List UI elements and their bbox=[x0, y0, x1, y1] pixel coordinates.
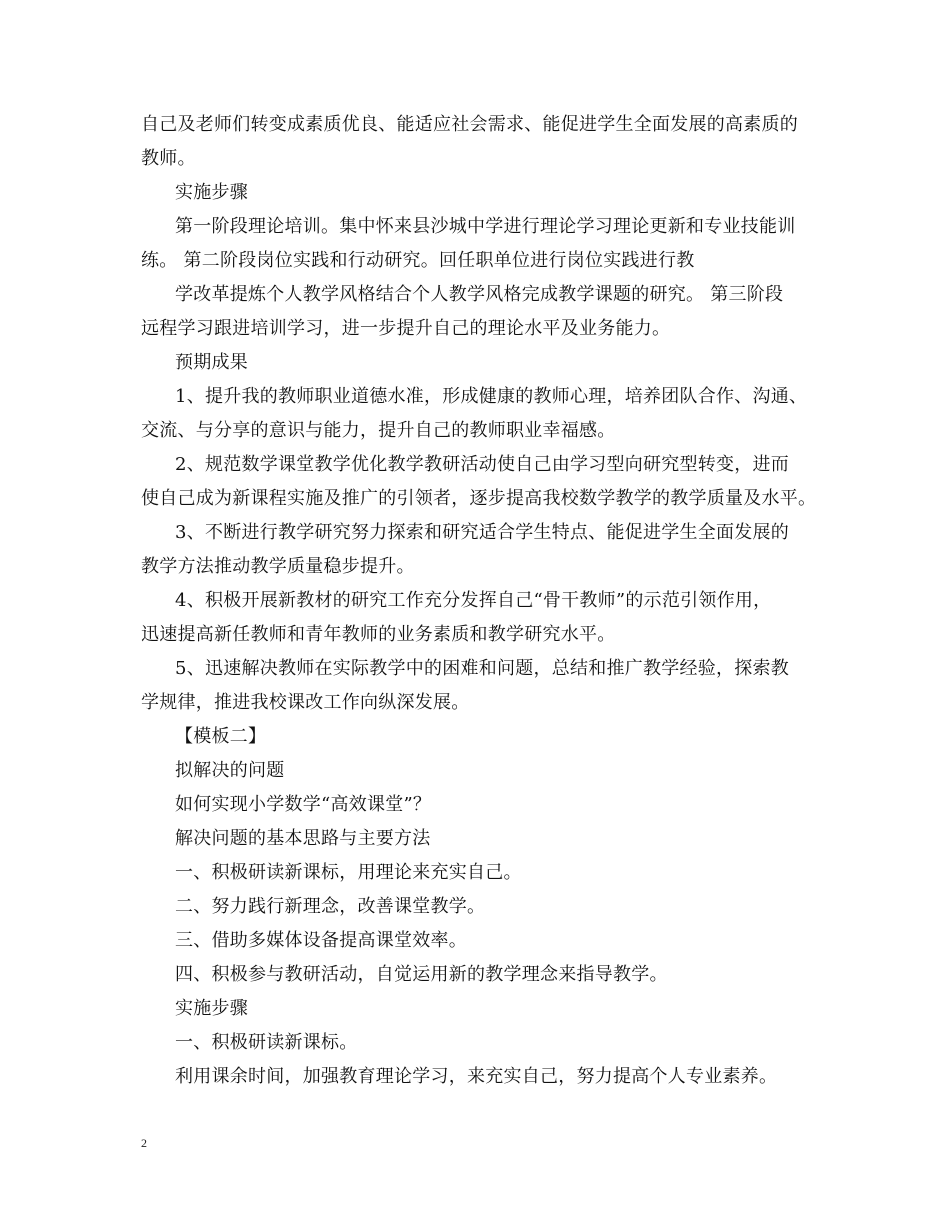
list-item-continuation: 迅速提高新任教师和青年教师的业务素质和教学研究水平。 bbox=[141, 624, 616, 645]
method-item: 三、借助多媒体设备提高课堂效率。 bbox=[175, 930, 467, 951]
template-heading: 【模板二】 bbox=[175, 726, 267, 747]
section-heading: 预期成果 bbox=[175, 352, 248, 373]
step-item: 一、积极研读新课标。 bbox=[175, 1032, 358, 1053]
method-item: 二、努力践行新理念，改善课堂教学。 bbox=[175, 896, 486, 917]
paragraph-line: 练。 第二阶段岗位实践和行动研究。回任职单位进行岗位实践进行教 bbox=[141, 250, 695, 271]
section-heading: 解决问题的基本思路与主要方法 bbox=[175, 828, 431, 849]
paragraph-line: 教师。 bbox=[141, 148, 196, 169]
list-item: 3、不断进行教学研究努力探索和研究适合学生特点、能促进学生全面发展的 bbox=[175, 522, 789, 543]
section-heading: 实施步骤 bbox=[175, 182, 248, 203]
list-item: 2、规范数学课堂教学优化教学教研活动使自己由学习型向研究型转变，进而 bbox=[175, 454, 789, 475]
page-number: 2 bbox=[141, 1136, 147, 1150]
paragraph-line: 利用课余时间，加强教育理论学习，来充实自己，努力提高个人专业素养。 bbox=[175, 1066, 778, 1087]
list-item-continuation: 教学方法推动教学质量稳步提升。 bbox=[141, 556, 415, 577]
section-heading: 拟解决的问题 bbox=[175, 760, 285, 781]
section-heading: 实施步骤 bbox=[175, 998, 248, 1019]
question-line: 如何实现小学数学“高效课堂”？ bbox=[175, 794, 432, 815]
list-item: 1、提升我的教师职业道德水准，形成健康的教师心理，培养团队合作、沟通、 bbox=[175, 386, 808, 407]
method-item: 一、积极研读新课标，用理论来充实自己。 bbox=[175, 862, 522, 883]
paragraph-line: 学改革提炼个人教学风格结合个人教学风格完成教学课题的研究。 第三阶段 bbox=[175, 284, 784, 305]
paragraph-line: 自己及老师们转变成素质优良、能适应社会需求、能促进学生全面发展的高素质的 bbox=[141, 114, 798, 135]
list-item: 5、迅速解决教师在实际教学中的困难和问题，总结和推广教学经验，探索教 bbox=[175, 658, 789, 679]
list-item: 4、积极开展新教材的研究工作充分发挥自己“骨干教师”的示范引领作用， bbox=[175, 590, 772, 611]
method-item: 四、积极参与教研活动，自觉运用新的教学理念来指导教学。 bbox=[175, 964, 668, 985]
list-item-continuation: 使自己成为新课程实施及推广的引领者，逐步提高我校数学教学的教学质量及水平。 bbox=[141, 488, 817, 509]
paragraph-line: 远程学习跟进培训学习，进一步提升自己的理论水平及业务能力。 bbox=[141, 318, 671, 339]
paragraph-line: 第一阶段理论培训。集中怀来县沙城中学进行理论学习理论更新和专业技能训 bbox=[175, 216, 796, 237]
list-item-continuation: 学规律，推进我校课改工作向纵深发展。 bbox=[141, 692, 470, 713]
list-item-continuation: 交流、与分享的意识与能力，提升自己的教师职业幸福感。 bbox=[141, 420, 616, 441]
